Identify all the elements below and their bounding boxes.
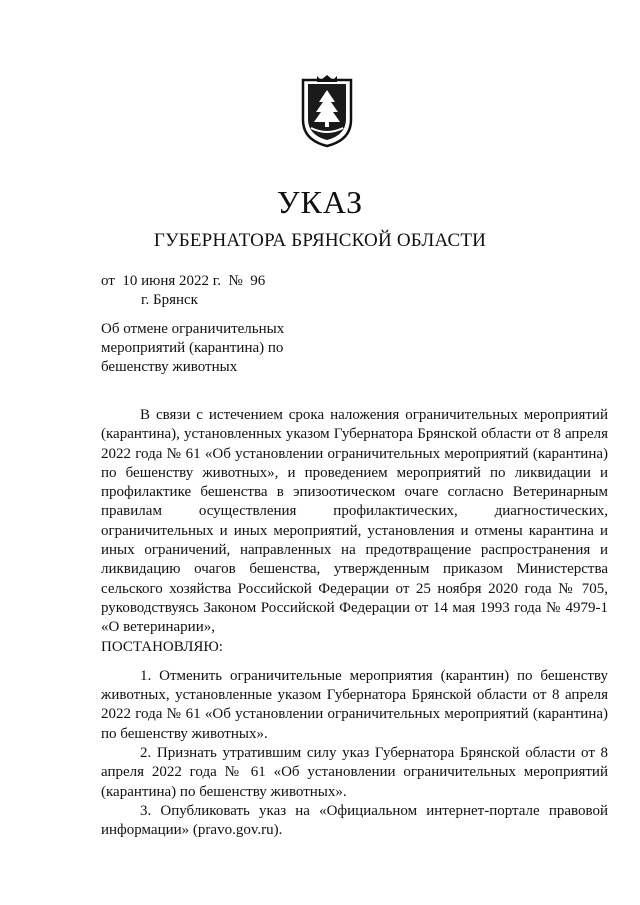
resolve-heading: ПОСТАНОВЛЯЮ:: [101, 638, 223, 655]
city-line: г. Брянск: [141, 292, 198, 308]
document-subject: Об отмене ограничительных мероприятий (карантина) по бешенству животных: [101, 321, 285, 375]
list-item: 3. Опубликовать указ на «Официальном интернет-портале правовой информации» (pravo.gov.ru).: [101, 802, 608, 839]
preamble-paragraph: В связи с истечением срока наложения ограничительных мероприятий (карантина), установленных указом Губернатора Брянской области от 8 апреля 2022 года № 61 «Об установлении ограничительных мероприятий (карантина) по бешенству животных», и проведением мероприятий по ликвидации и профилактике бешенства в эпизоотическом очаге согласно Ветеринарным правилам осуществления профилактических, диагностических, ограничительных и иных мероприятий, установления и отмены карантина и иных ограничений, направленных на предотвращение распространения и ликвидацию очагов бешенства, утвержденным приказом Министерства сельского хозяйства Российской Федерации от 25 ноября 2020 года № 705, руководствуясь Законом Российской Федерации от 14 мая 1993 года № 4979-1 «О ветеринарии»,: [101, 407, 608, 636]
document-body: [101, 406, 608, 841]
list-item: 2. Признать утратившим силу указ Губернатора Брянской области от 8 апреля 2022 года № 61 «Об установлении ограничительных мероприятий (карантина) по бешенству животных».: [101, 745, 608, 800]
document-title: УКАЗ: [276, 184, 364, 220]
coat-of-arms-icon: [299, 74, 355, 150]
document-meta: [101, 272, 265, 310]
document-subtitle: ГУБЕРНАТОРА БРЯНСКОЙ ОБЛАСТИ: [153, 230, 487, 251]
date-number-line: от 10 июня 2022 г. № 96: [101, 273, 266, 289]
list-item: 1. Отменить ограничительные мероприятия (карантин) по бешенству животных, установленные указом Губернатора Брянской области от 8 апреля 2022 года № 61 «Об установлении ограничительных мероприятий (карантина) по бешенству животных».: [101, 667, 608, 742]
